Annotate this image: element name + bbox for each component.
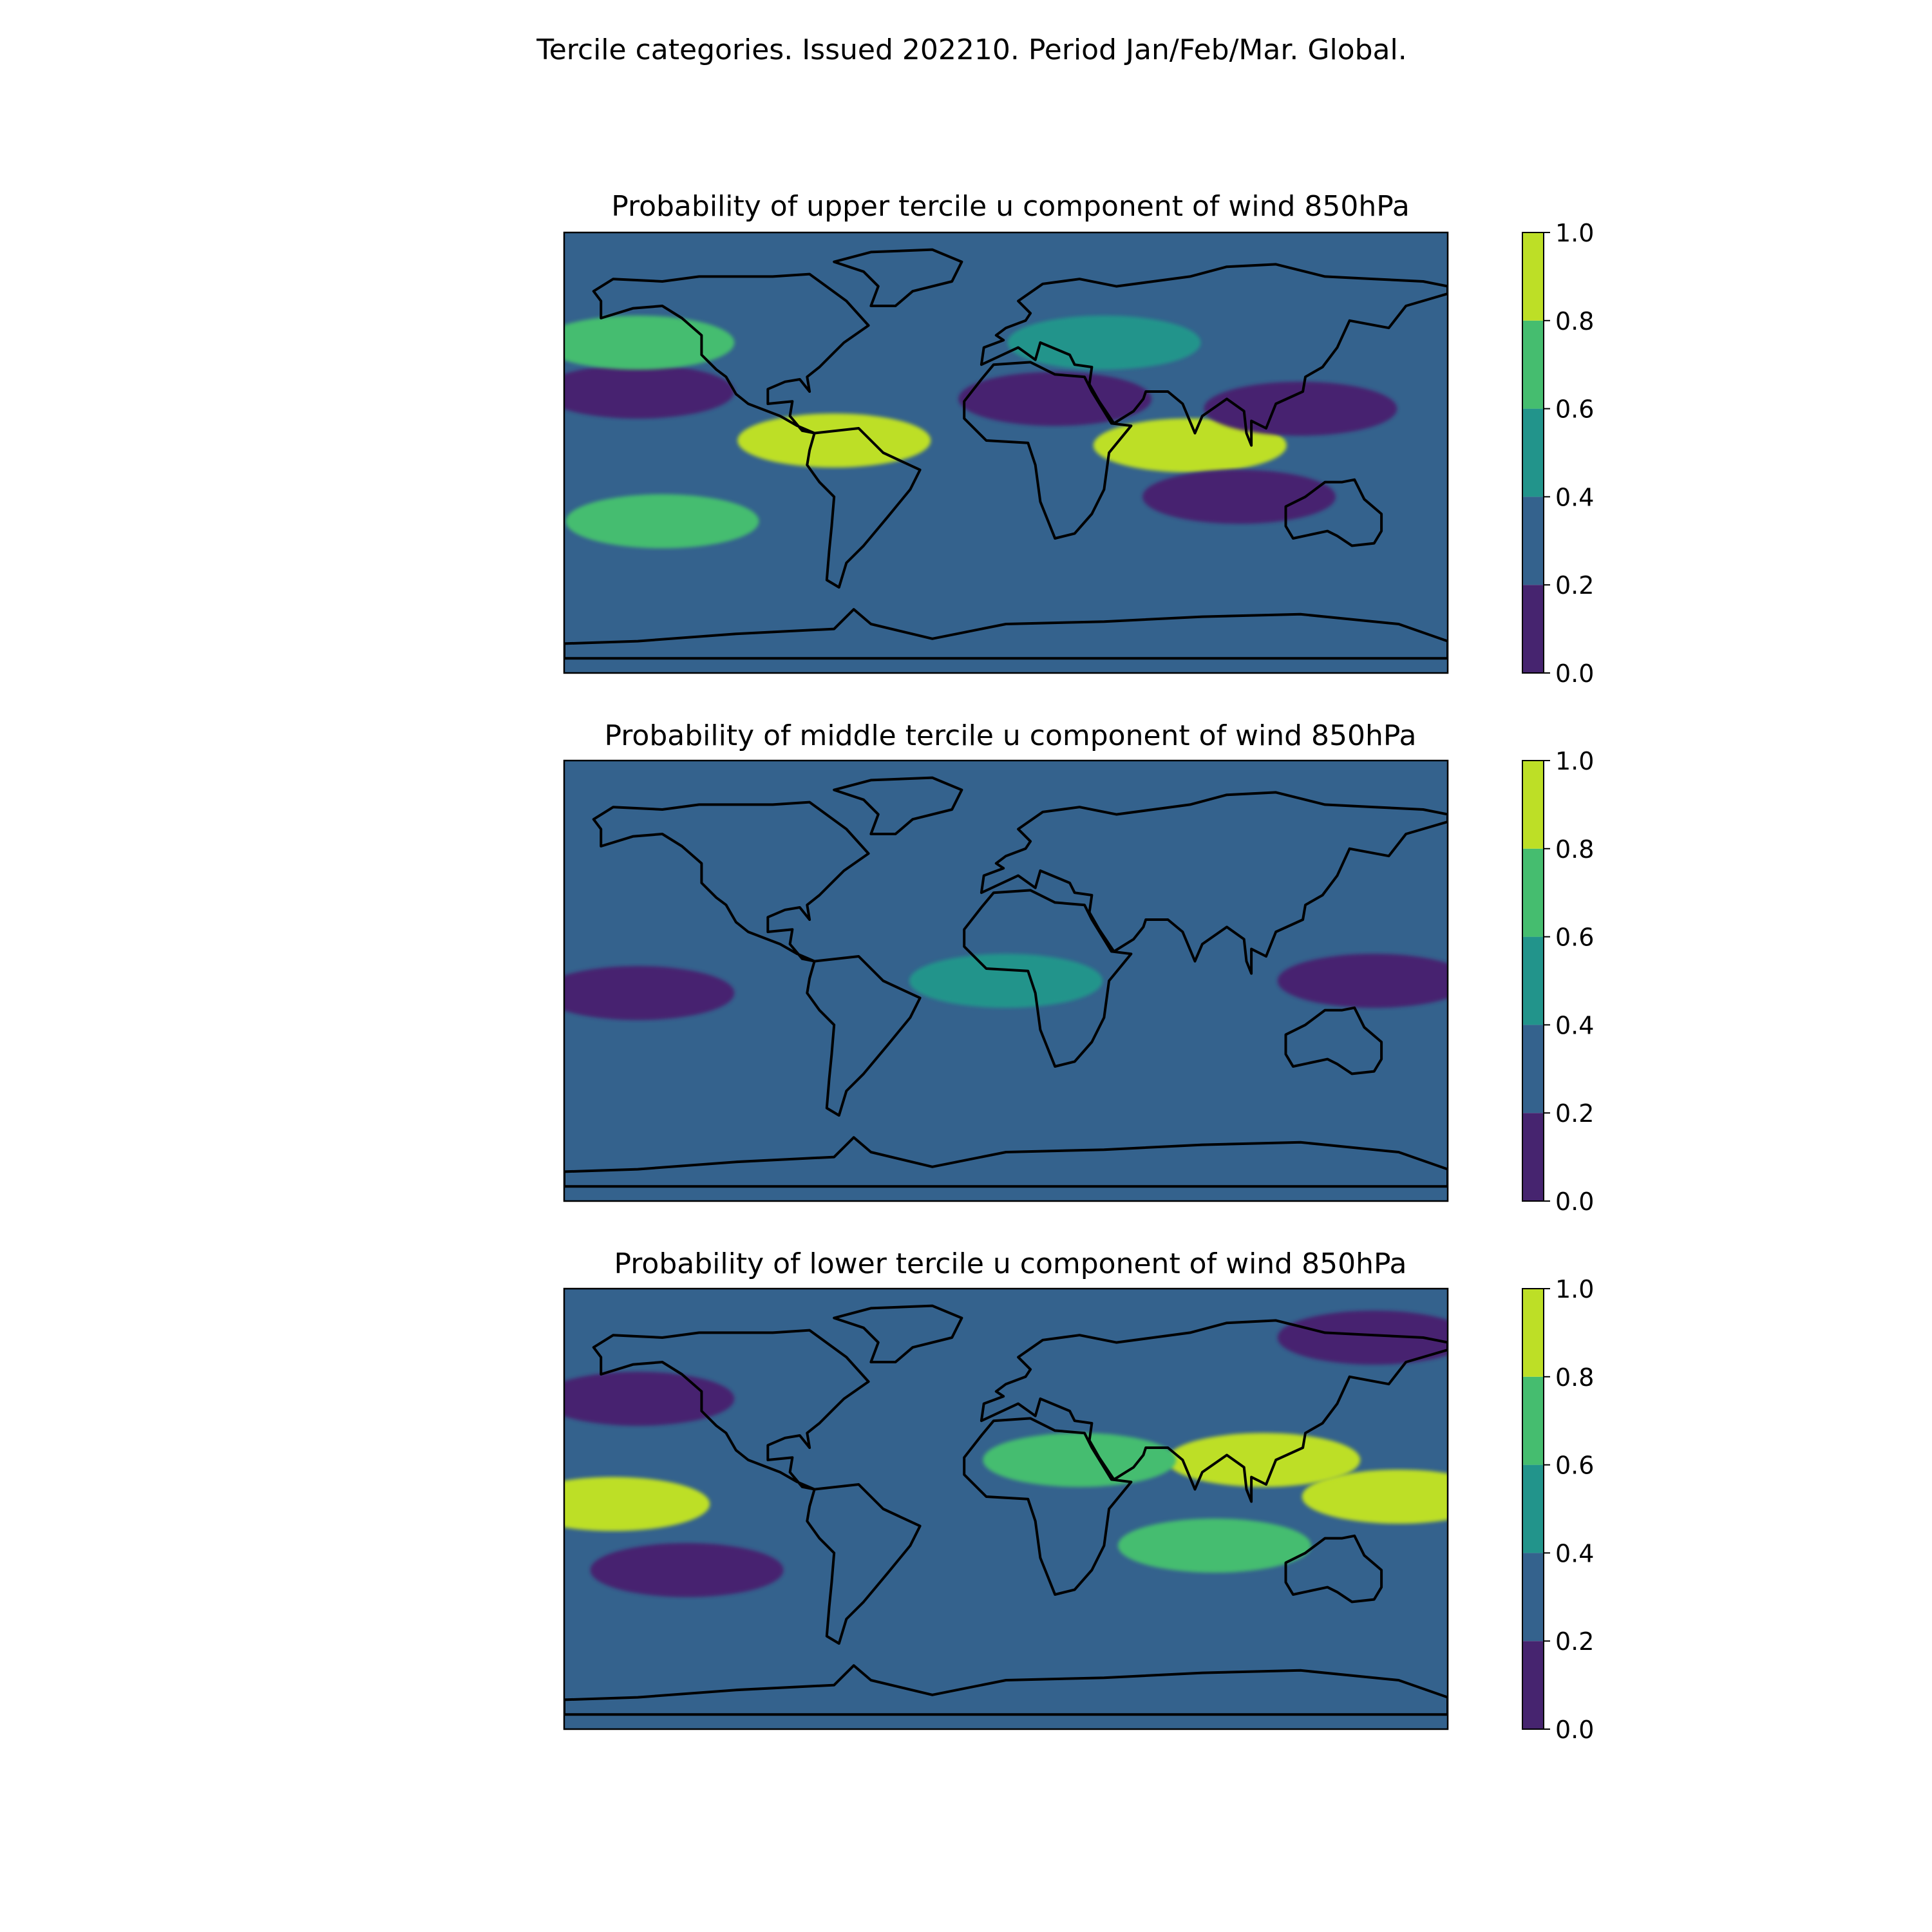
colorbar-tick-label: 0.8 [1555, 835, 1595, 864]
probability-region [565, 494, 759, 548]
colorbar-tick-label: 0.0 [1555, 659, 1595, 688]
probability-region [1118, 1519, 1311, 1573]
colorbar-tick-label: 1.0 [1555, 1275, 1595, 1303]
panel-lower-tercile [516, 1247, 1594, 1744]
probability-region [1278, 954, 1471, 1008]
colorbar-tick-label: 0.2 [1555, 1627, 1595, 1656]
colorbar-segment [1522, 761, 1544, 849]
colorbar-segment [1522, 409, 1544, 497]
panel-upper-tercile [541, 190, 1594, 688]
probability-region [541, 365, 734, 419]
colorbar [1522, 1275, 1594, 1744]
colorbar-segment [1522, 321, 1544, 409]
colorbar-segment [1522, 497, 1544, 585]
probability-region [909, 954, 1103, 1008]
colorbar-tick-label: 1.0 [1555, 747, 1595, 775]
panel-title: Probability of lower tercile u component of wind 850hPa [614, 1247, 1407, 1280]
colorbar [1522, 747, 1594, 1216]
colorbar-segment [1522, 1641, 1544, 1729]
colorbar-tick-label: 0.6 [1555, 923, 1595, 952]
probability-region [541, 966, 734, 1020]
colorbar-tick-label: 0.8 [1555, 1363, 1595, 1392]
colorbar-tick-label: 0.8 [1555, 307, 1595, 336]
probability-region [516, 1477, 710, 1531]
colorbar-segment [1522, 1377, 1544, 1465]
probability-region [1167, 1433, 1360, 1487]
probability-region [1007, 316, 1200, 370]
colorbar-tick-label: 0.4 [1555, 1539, 1595, 1568]
probability-region [737, 413, 931, 468]
panel-middle-tercile [541, 719, 1594, 1216]
colorbar-segment [1522, 1289, 1544, 1377]
field-background [564, 232, 1448, 673]
probability-region [541, 316, 734, 370]
probability-region [1204, 382, 1397, 436]
probability-region [1278, 1311, 1471, 1365]
colorbar-tick-label: 0.4 [1555, 483, 1595, 512]
colorbar-segment [1522, 232, 1544, 321]
colorbar-segment [1522, 1113, 1544, 1201]
figure-title: Tercile categories. Issued 202210. Period Jan/Feb/Mar. Global. [536, 33, 1407, 66]
colorbar-segment [1522, 849, 1544, 937]
colorbar-tick-label: 0.4 [1555, 1011, 1595, 1040]
colorbar-tick-label: 0.6 [1555, 1451, 1595, 1480]
colorbar-tick-label: 0.0 [1555, 1716, 1595, 1744]
colorbar-segment [1522, 1553, 1544, 1641]
colorbar-tick-label: 0.2 [1555, 571, 1595, 600]
colorbar-segment [1522, 1465, 1544, 1553]
colorbar [1522, 219, 1594, 688]
probability-region [591, 1543, 784, 1597]
colorbar-tick-label: 1.0 [1555, 219, 1595, 247]
map-area [541, 232, 1448, 673]
map-area [541, 761, 1470, 1201]
colorbar-segment [1522, 1025, 1544, 1113]
probability-region [983, 1433, 1176, 1487]
colorbar-segment [1522, 585, 1544, 673]
probability-region [541, 1372, 734, 1426]
colorbar-tick-label: 0.0 [1555, 1188, 1595, 1216]
colorbar-tick-label: 0.6 [1555, 395, 1595, 424]
map-area [516, 1289, 1495, 1729]
panel-title: Probability of middle tercile u component of wind 850hPa [604, 719, 1417, 752]
colorbar-tick-label: 0.2 [1555, 1099, 1595, 1128]
colorbar-segment [1522, 937, 1544, 1025]
panel-title: Probability of upper tercile u component of wind 850hPa [611, 190, 1410, 223]
